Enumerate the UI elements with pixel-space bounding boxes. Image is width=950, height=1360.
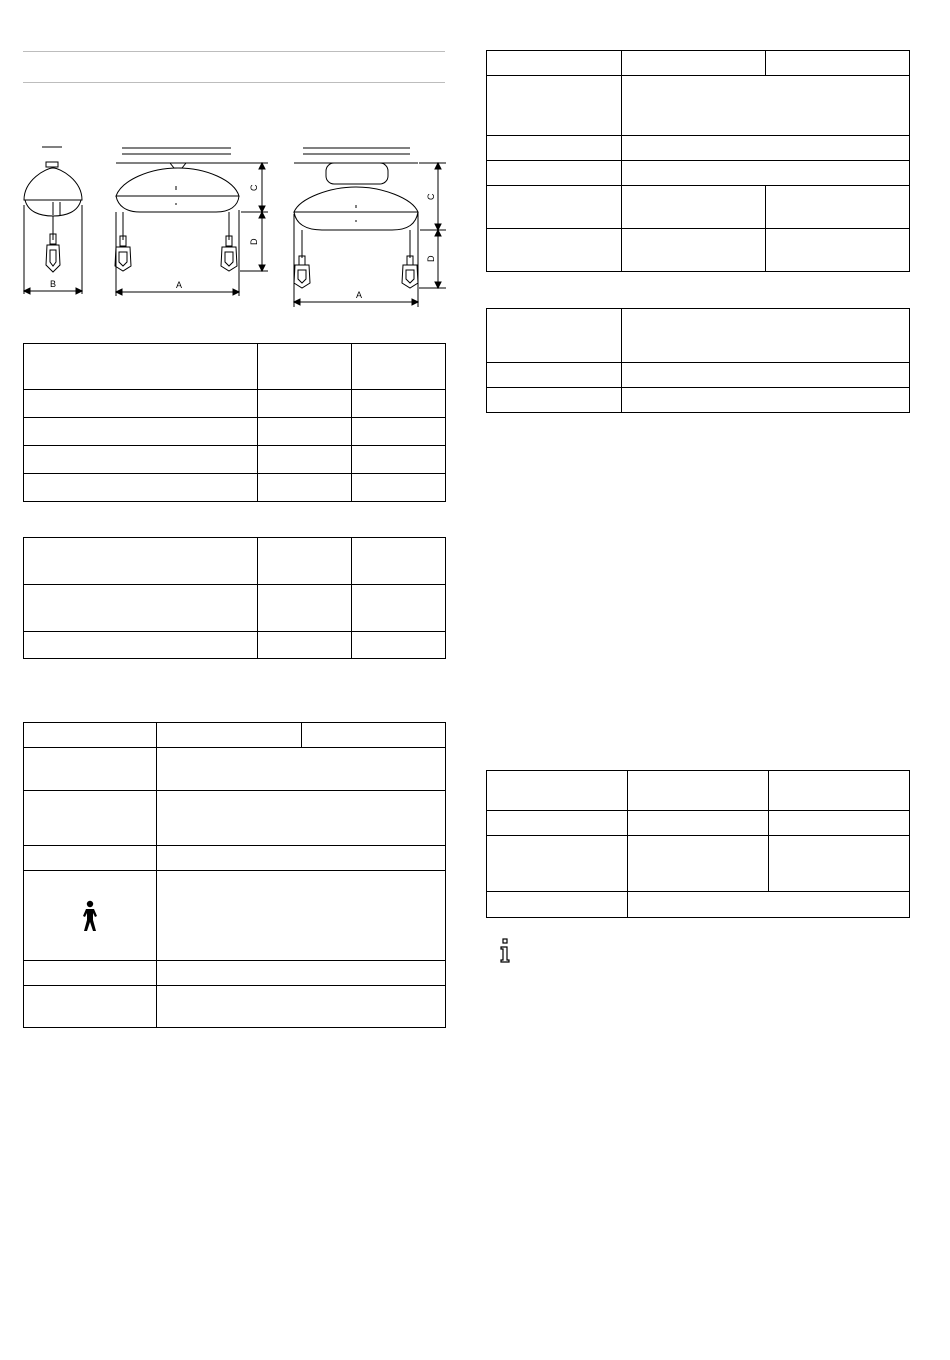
table-cell bbox=[24, 344, 258, 390]
table-cell bbox=[769, 771, 910, 811]
table-cell bbox=[487, 771, 628, 811]
front-view-lift bbox=[115, 148, 268, 296]
table-cell bbox=[258, 538, 352, 585]
table-cell bbox=[24, 585, 258, 632]
table-cell bbox=[622, 136, 910, 161]
table-cell bbox=[628, 892, 910, 918]
table-cell bbox=[302, 723, 446, 748]
table-cell bbox=[622, 363, 910, 388]
table-cell bbox=[622, 309, 910, 363]
table-cell bbox=[258, 390, 352, 418]
table-cell bbox=[24, 791, 157, 846]
dimension-label-d: D bbox=[249, 238, 259, 245]
table-cell bbox=[766, 186, 910, 229]
environment-table bbox=[486, 308, 910, 413]
dimension-label-a: A bbox=[176, 280, 183, 290]
table-cell bbox=[352, 474, 446, 502]
table-cell bbox=[24, 986, 157, 1028]
front-view-lift-with-motor bbox=[294, 148, 446, 307]
table-cell bbox=[352, 344, 446, 390]
electrical-data-table bbox=[23, 722, 446, 1028]
table-cell bbox=[622, 51, 766, 76]
table-cell bbox=[622, 76, 910, 136]
table-cell bbox=[157, 723, 302, 748]
table-cell bbox=[258, 446, 352, 474]
table-cell bbox=[157, 846, 446, 871]
table-cell bbox=[258, 632, 352, 659]
table-cell bbox=[769, 836, 910, 892]
table-cell bbox=[24, 418, 258, 446]
table-cell bbox=[487, 161, 622, 186]
type-b-applied-part-icon bbox=[80, 900, 100, 932]
table-cell bbox=[24, 846, 157, 871]
table-cell bbox=[352, 632, 446, 659]
table-cell bbox=[157, 791, 446, 846]
table-cell bbox=[352, 418, 446, 446]
table-cell bbox=[258, 344, 352, 390]
side-view-lift bbox=[24, 147, 82, 294]
accessories-table bbox=[486, 770, 910, 918]
table-cell bbox=[24, 474, 258, 502]
table-cell bbox=[487, 229, 622, 272]
table-cell bbox=[487, 836, 628, 892]
table-cell bbox=[24, 446, 258, 474]
table-cell bbox=[622, 229, 766, 272]
table-cell bbox=[487, 388, 622, 413]
table-cell bbox=[157, 748, 446, 791]
table-cell bbox=[24, 748, 157, 791]
info-icon bbox=[498, 938, 512, 964]
table-cell bbox=[157, 871, 446, 961]
table-cell bbox=[157, 986, 446, 1028]
table-cell bbox=[157, 961, 446, 986]
table-cell bbox=[24, 538, 258, 585]
table-cell bbox=[258, 585, 352, 632]
dimension-label-a-2: A bbox=[356, 290, 363, 300]
table-cell bbox=[352, 585, 446, 632]
dimension-label-d-2: D bbox=[426, 255, 436, 262]
table-cell bbox=[352, 446, 446, 474]
table-cell bbox=[24, 632, 258, 659]
table-cell bbox=[622, 388, 910, 413]
dimension-label-b: B bbox=[50, 279, 57, 289]
table-cell bbox=[352, 538, 446, 585]
table-cell bbox=[769, 811, 910, 836]
table-cell bbox=[487, 892, 628, 918]
table-cell bbox=[628, 811, 769, 836]
table-cell bbox=[24, 723, 157, 748]
applied-part-cell bbox=[24, 871, 157, 961]
table-cell bbox=[628, 836, 769, 892]
table-cell bbox=[628, 771, 769, 811]
table-cell bbox=[766, 51, 910, 76]
table-cell bbox=[487, 363, 622, 388]
table-cell bbox=[487, 811, 628, 836]
weights-table bbox=[23, 537, 446, 659]
table-cell bbox=[258, 418, 352, 446]
table-cell bbox=[487, 76, 622, 136]
table-cell bbox=[622, 161, 910, 186]
table-cell bbox=[487, 51, 622, 76]
table-cell bbox=[622, 186, 766, 229]
table-cell bbox=[24, 961, 157, 986]
table-cell bbox=[352, 390, 446, 418]
specifications-table bbox=[486, 50, 910, 272]
table-cell bbox=[766, 229, 910, 272]
table-cell bbox=[487, 309, 622, 363]
table-cell bbox=[487, 186, 622, 229]
table-cell bbox=[258, 474, 352, 502]
dimension-label-c-2: C bbox=[426, 193, 436, 200]
table-cell bbox=[487, 136, 622, 161]
dimensions-table bbox=[23, 343, 446, 502]
table-cell bbox=[24, 390, 258, 418]
dimension-label-c: C bbox=[249, 184, 259, 191]
